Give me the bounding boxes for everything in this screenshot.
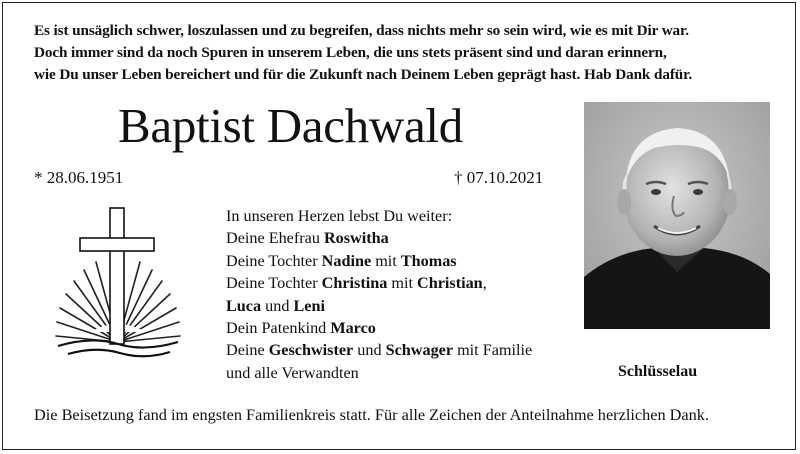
family-line-daughter: Deine Tochter Christina mit Christian,: [226, 274, 487, 293]
family-intro: In unseren Herzen lebst Du weiter:: [226, 207, 453, 225]
wife-name: Roswitha: [323, 229, 389, 248]
daughter-name: Nadine: [321, 251, 372, 270]
grandchild-name: Luca: [226, 296, 262, 315]
closing-statement: Die Beisetzung fand im engsten Familienkreis statt. Für alle Zeichen der Anteilnahme herzlichen Dank.: [34, 405, 710, 424]
in-laws-label: Schwager: [385, 341, 454, 360]
verse-line: Es ist unsäglich schwer, loszulassen und zu begreifen, dass nichts mehr so sein wird, wie es mit Dir war.: [34, 22, 689, 39]
grandchild-name: Leni: [293, 296, 325, 315]
portrait-photo: [584, 102, 770, 329]
family-list: [226, 205, 586, 384]
family-line-relatives: und alle Verwandten: [226, 363, 359, 382]
partner-name: Thomas: [400, 251, 457, 270]
family-line-siblings: Deine Geschwister und Schwager mit Familie: [226, 341, 533, 360]
family-line-grandchildren: Luca und Leni: [226, 296, 325, 315]
portrait-image: [584, 102, 770, 329]
family-line-wife: Deine Ehefrau Roswitha: [226, 229, 389, 248]
memorial-verse: [34, 20, 754, 86]
family-line-godchild: Dein Patenkind Marco: [226, 319, 376, 338]
family-line-daughter: Deine Tochter Nadine mit Thomas: [226, 251, 457, 270]
residence-place: Schlüsselau: [618, 363, 698, 380]
cross-sunrise-icon: [52, 204, 184, 362]
daughter-name: Christina: [321, 274, 388, 293]
godchild-name: Marco: [330, 319, 376, 338]
verse-line: Doch immer sind da noch Spuren in unserem Leben, die uns stets präsent sind und daran erinnern,: [34, 44, 667, 61]
birth-date: * 28.06.1951: [34, 168, 124, 187]
partner-name: Christian: [417, 274, 483, 293]
death-date: † 07.10.2021: [454, 168, 544, 187]
verse-line: wie Du unser Leben bereichert und für die Zukunft nach Deinem Leben geprägt hast. Hab Dank dafür.: [34, 66, 693, 83]
siblings-label: Geschwister: [268, 341, 354, 360]
deceased-name: Baptist Dachwald: [118, 98, 463, 153]
